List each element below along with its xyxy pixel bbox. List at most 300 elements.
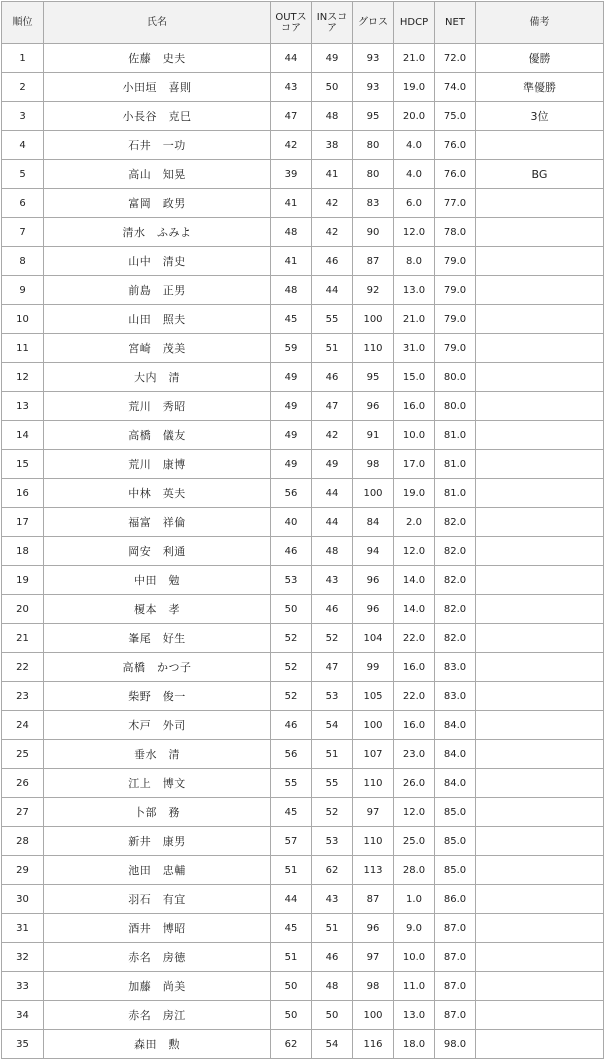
header-net: NET <box>435 2 476 44</box>
cell-in-score: 54 <box>312 1030 353 1059</box>
cell-net: 87.0 <box>435 914 476 943</box>
cell-gross: 107 <box>353 740 394 769</box>
cell-out-score: 40 <box>271 508 312 537</box>
cell-hdcp: 21.0 <box>394 305 435 334</box>
cell-hdcp: 17.0 <box>394 450 435 479</box>
cell-in-score: 51 <box>312 334 353 363</box>
table-row <box>2 566 604 595</box>
cell-note <box>476 798 604 827</box>
cell-net: 74.0 <box>435 73 476 102</box>
cell-net: 98.0 <box>435 1030 476 1059</box>
cell-net: 84.0 <box>435 711 476 740</box>
cell-note <box>476 740 604 769</box>
cell-name: 福富 祥倫 <box>44 508 271 537</box>
cell-gross: 96 <box>353 392 394 421</box>
cell-out-score: 51 <box>271 943 312 972</box>
table-row <box>2 624 604 653</box>
cell-hdcp: 10.0 <box>394 943 435 972</box>
cell-name: 池田 忠輔 <box>44 856 271 885</box>
cell-rank: 21 <box>2 624 44 653</box>
table-row <box>2 102 604 131</box>
cell-gross: 110 <box>353 769 394 798</box>
cell-net: 77.0 <box>435 189 476 218</box>
cell-out-score: 52 <box>271 682 312 711</box>
cell-rank: 20 <box>2 595 44 624</box>
cell-hdcp: 11.0 <box>394 972 435 1001</box>
table-row <box>2 972 604 1001</box>
cell-in-score: 51 <box>312 740 353 769</box>
cell-name: 赤名 房江 <box>44 1001 271 1030</box>
cell-out-score: 42 <box>271 131 312 160</box>
cell-name: 峯尾 好生 <box>44 624 271 653</box>
cell-net: 81.0 <box>435 450 476 479</box>
cell-hdcp: 25.0 <box>394 827 435 856</box>
cell-out-score: 45 <box>271 914 312 943</box>
cell-net: 82.0 <box>435 595 476 624</box>
cell-rank: 7 <box>2 218 44 247</box>
cell-hdcp: 23.0 <box>394 740 435 769</box>
table-row <box>2 247 604 276</box>
cell-in-score: 42 <box>312 218 353 247</box>
cell-net: 72.0 <box>435 44 476 73</box>
cell-in-score: 43 <box>312 885 353 914</box>
table-row <box>2 537 604 566</box>
cell-in-score: 51 <box>312 914 353 943</box>
cell-gross: 99 <box>353 653 394 682</box>
cell-note <box>476 827 604 856</box>
cell-hdcp: 6.0 <box>394 189 435 218</box>
cell-name: 荒川 秀昭 <box>44 392 271 421</box>
cell-note <box>476 566 604 595</box>
cell-rank: 13 <box>2 392 44 421</box>
cell-rank: 29 <box>2 856 44 885</box>
cell-out-score: 46 <box>271 711 312 740</box>
cell-hdcp: 22.0 <box>394 624 435 653</box>
cell-rank: 35 <box>2 1030 44 1059</box>
table-row <box>2 334 604 363</box>
cell-gross: 92 <box>353 276 394 305</box>
cell-rank: 1 <box>2 44 44 73</box>
table-row <box>2 682 604 711</box>
cell-in-score: 47 <box>312 653 353 682</box>
cell-hdcp: 16.0 <box>394 711 435 740</box>
cell-gross: 96 <box>353 595 394 624</box>
table-row <box>2 1030 604 1059</box>
cell-net: 85.0 <box>435 856 476 885</box>
cell-in-score: 54 <box>312 711 353 740</box>
cell-net: 87.0 <box>435 1001 476 1030</box>
cell-net: 80.0 <box>435 392 476 421</box>
cell-gross: 116 <box>353 1030 394 1059</box>
cell-rank: 24 <box>2 711 44 740</box>
table-row <box>2 798 604 827</box>
cell-note <box>476 508 604 537</box>
cell-name: 加藤 尚美 <box>44 972 271 1001</box>
cell-rank: 10 <box>2 305 44 334</box>
cell-name: 前島 正男 <box>44 276 271 305</box>
cell-in-score: 38 <box>312 131 353 160</box>
cell-rank: 25 <box>2 740 44 769</box>
cell-gross: 84 <box>353 508 394 537</box>
cell-name: 山田 照夫 <box>44 305 271 334</box>
cell-name: 清水 ふみよ <box>44 218 271 247</box>
cell-note <box>476 1030 604 1059</box>
cell-name: 富岡 政男 <box>44 189 271 218</box>
cell-gross: 98 <box>353 972 394 1001</box>
cell-hdcp: 12.0 <box>394 537 435 566</box>
cell-rank: 31 <box>2 914 44 943</box>
cell-in-score: 49 <box>312 44 353 73</box>
cell-net: 80.0 <box>435 363 476 392</box>
cell-note <box>476 247 604 276</box>
cell-in-score: 48 <box>312 972 353 1001</box>
cell-rank: 15 <box>2 450 44 479</box>
cell-rank: 3 <box>2 102 44 131</box>
cell-out-score: 53 <box>271 566 312 595</box>
cell-gross: 96 <box>353 566 394 595</box>
cell-in-score: 50 <box>312 1001 353 1030</box>
table-row <box>2 508 604 537</box>
results-table <box>1 1 604 1059</box>
cell-gross: 94 <box>353 537 394 566</box>
cell-in-score: 44 <box>312 508 353 537</box>
cell-hdcp: 21.0 <box>394 44 435 73</box>
cell-gross: 93 <box>353 73 394 102</box>
cell-hdcp: 8.0 <box>394 247 435 276</box>
cell-name: 中田 勉 <box>44 566 271 595</box>
header-row <box>2 2 604 44</box>
cell-net: 82.0 <box>435 624 476 653</box>
cell-hdcp: 1.0 <box>394 885 435 914</box>
cell-net: 76.0 <box>435 160 476 189</box>
cell-gross: 91 <box>353 421 394 450</box>
cell-in-score: 44 <box>312 276 353 305</box>
cell-note <box>476 682 604 711</box>
cell-gross: 113 <box>353 856 394 885</box>
cell-name: 宮崎 茂美 <box>44 334 271 363</box>
cell-name: 酒井 博昭 <box>44 914 271 943</box>
cell-in-score: 46 <box>312 247 353 276</box>
cell-hdcp: 12.0 <box>394 218 435 247</box>
cell-gross: 95 <box>353 102 394 131</box>
table-row <box>2 885 604 914</box>
cell-out-score: 41 <box>271 189 312 218</box>
cell-note <box>476 595 604 624</box>
cell-name: 荒川 康博 <box>44 450 271 479</box>
cell-note <box>476 392 604 421</box>
cell-name: 中林 英夫 <box>44 479 271 508</box>
cell-note <box>476 131 604 160</box>
table-row <box>2 160 604 189</box>
cell-note <box>476 943 604 972</box>
cell-name: 高橋 かつ子 <box>44 653 271 682</box>
cell-name: 垂水 清 <box>44 740 271 769</box>
cell-hdcp: 26.0 <box>394 769 435 798</box>
cell-hdcp: 16.0 <box>394 653 435 682</box>
cell-net: 75.0 <box>435 102 476 131</box>
cell-rank: 12 <box>2 363 44 392</box>
table-row <box>2 740 604 769</box>
cell-in-score: 41 <box>312 160 353 189</box>
cell-net: 85.0 <box>435 798 476 827</box>
header-rank: 順位 <box>2 2 44 44</box>
table-row <box>2 856 604 885</box>
cell-note <box>476 363 604 392</box>
cell-gross: 100 <box>353 711 394 740</box>
cell-note <box>476 479 604 508</box>
table-row <box>2 914 604 943</box>
cell-name: 赤名 房徳 <box>44 943 271 972</box>
cell-rank: 5 <box>2 160 44 189</box>
cell-gross: 97 <box>353 798 394 827</box>
cell-rank: 34 <box>2 1001 44 1030</box>
cell-in-score: 50 <box>312 73 353 102</box>
header-gross: グロス <box>353 2 394 44</box>
cell-hdcp: 4.0 <box>394 160 435 189</box>
cell-gross: 96 <box>353 914 394 943</box>
cell-rank: 32 <box>2 943 44 972</box>
cell-out-score: 49 <box>271 421 312 450</box>
cell-hdcp: 28.0 <box>394 856 435 885</box>
cell-in-score: 44 <box>312 479 353 508</box>
cell-note <box>476 769 604 798</box>
cell-out-score: 59 <box>271 334 312 363</box>
cell-out-score: 44 <box>271 44 312 73</box>
cell-note <box>476 624 604 653</box>
cell-hdcp: 19.0 <box>394 73 435 102</box>
cell-gross: 80 <box>353 131 394 160</box>
cell-gross: 80 <box>353 160 394 189</box>
cell-out-score: 50 <box>271 972 312 1001</box>
cell-name: 小長谷 克巳 <box>44 102 271 131</box>
cell-in-score: 49 <box>312 450 353 479</box>
cell-net: 83.0 <box>435 682 476 711</box>
cell-note <box>476 653 604 682</box>
cell-rank: 22 <box>2 653 44 682</box>
cell-rank: 23 <box>2 682 44 711</box>
cell-out-score: 52 <box>271 624 312 653</box>
cell-rank: 27 <box>2 798 44 827</box>
cell-note <box>476 711 604 740</box>
cell-note: 3位 <box>476 102 604 131</box>
cell-hdcp: 13.0 <box>394 276 435 305</box>
cell-in-score: 46 <box>312 363 353 392</box>
cell-in-score: 46 <box>312 943 353 972</box>
table-header <box>2 2 604 44</box>
cell-rank: 30 <box>2 885 44 914</box>
cell-out-score: 45 <box>271 798 312 827</box>
cell-out-score: 56 <box>271 740 312 769</box>
cell-out-score: 47 <box>271 102 312 131</box>
cell-note <box>476 972 604 1001</box>
cell-out-score: 62 <box>271 1030 312 1059</box>
table-row <box>2 595 604 624</box>
cell-out-score: 55 <box>271 769 312 798</box>
table-row <box>2 827 604 856</box>
cell-note <box>476 421 604 450</box>
cell-name: 山中 清史 <box>44 247 271 276</box>
table-row <box>2 479 604 508</box>
cell-note <box>476 856 604 885</box>
cell-net: 79.0 <box>435 305 476 334</box>
cell-out-score: 57 <box>271 827 312 856</box>
cell-hdcp: 13.0 <box>394 1001 435 1030</box>
cell-rank: 6 <box>2 189 44 218</box>
cell-name: 小田垣 喜則 <box>44 73 271 102</box>
cell-rank: 11 <box>2 334 44 363</box>
cell-net: 82.0 <box>435 508 476 537</box>
cell-in-score: 52 <box>312 624 353 653</box>
table-body <box>2 44 604 1059</box>
cell-hdcp: 10.0 <box>394 421 435 450</box>
cell-note <box>476 537 604 566</box>
cell-gross: 110 <box>353 827 394 856</box>
cell-name: 高橋 儀友 <box>44 421 271 450</box>
cell-out-score: 44 <box>271 885 312 914</box>
cell-note <box>476 450 604 479</box>
cell-gross: 104 <box>353 624 394 653</box>
cell-name: 石井 一功 <box>44 131 271 160</box>
cell-rank: 2 <box>2 73 44 102</box>
cell-net: 85.0 <box>435 827 476 856</box>
cell-net: 84.0 <box>435 740 476 769</box>
table-row <box>2 305 604 334</box>
cell-name: 高山 知晃 <box>44 160 271 189</box>
cell-gross: 105 <box>353 682 394 711</box>
table-row <box>2 653 604 682</box>
header-note: 備考 <box>476 2 604 44</box>
cell-out-score: 45 <box>271 305 312 334</box>
table-row <box>2 44 604 73</box>
cell-hdcp: 31.0 <box>394 334 435 363</box>
cell-net: 87.0 <box>435 943 476 972</box>
cell-hdcp: 14.0 <box>394 566 435 595</box>
cell-in-score: 47 <box>312 392 353 421</box>
cell-rank: 4 <box>2 131 44 160</box>
cell-name: 江上 博文 <box>44 769 271 798</box>
cell-out-score: 46 <box>271 537 312 566</box>
table-row <box>2 450 604 479</box>
cell-out-score: 52 <box>271 653 312 682</box>
cell-hdcp: 2.0 <box>394 508 435 537</box>
cell-in-score: 62 <box>312 856 353 885</box>
cell-hdcp: 12.0 <box>394 798 435 827</box>
cell-out-score: 50 <box>271 1001 312 1030</box>
cell-net: 84.0 <box>435 769 476 798</box>
cell-net: 78.0 <box>435 218 476 247</box>
cell-gross: 90 <box>353 218 394 247</box>
cell-out-score: 51 <box>271 856 312 885</box>
cell-net: 81.0 <box>435 479 476 508</box>
cell-out-score: 49 <box>271 363 312 392</box>
cell-in-score: 48 <box>312 537 353 566</box>
cell-note: BG <box>476 160 604 189</box>
header-out-score: OUTスコア <box>271 2 312 44</box>
cell-in-score: 42 <box>312 189 353 218</box>
cell-out-score: 49 <box>271 392 312 421</box>
cell-rank: 33 <box>2 972 44 1001</box>
cell-out-score: 48 <box>271 276 312 305</box>
cell-name: 榎本 孝 <box>44 595 271 624</box>
cell-net: 82.0 <box>435 566 476 595</box>
table-row <box>2 131 604 160</box>
cell-in-score: 53 <box>312 827 353 856</box>
cell-rank: 26 <box>2 769 44 798</box>
cell-rank: 19 <box>2 566 44 595</box>
header-in-score: INスコア <box>312 2 353 44</box>
header-hdcp: HDCP <box>394 2 435 44</box>
cell-name: 岡安 利通 <box>44 537 271 566</box>
cell-name: 佐藤 史夫 <box>44 44 271 73</box>
cell-note <box>476 885 604 914</box>
table-row <box>2 421 604 450</box>
cell-hdcp: 16.0 <box>394 392 435 421</box>
cell-net: 83.0 <box>435 653 476 682</box>
cell-gross: 93 <box>353 44 394 73</box>
header-name: 氏名 <box>44 2 271 44</box>
cell-note <box>476 914 604 943</box>
cell-out-score: 41 <box>271 247 312 276</box>
cell-rank: 18 <box>2 537 44 566</box>
cell-out-score: 50 <box>271 595 312 624</box>
cell-gross: 110 <box>353 334 394 363</box>
cell-note <box>476 218 604 247</box>
cell-hdcp: 9.0 <box>394 914 435 943</box>
cell-net: 82.0 <box>435 537 476 566</box>
cell-hdcp: 18.0 <box>394 1030 435 1059</box>
cell-rank: 9 <box>2 276 44 305</box>
cell-net: 79.0 <box>435 334 476 363</box>
table-row <box>2 769 604 798</box>
cell-gross: 83 <box>353 189 394 218</box>
cell-note <box>476 334 604 363</box>
cell-net: 76.0 <box>435 131 476 160</box>
cell-gross: 98 <box>353 450 394 479</box>
cell-gross: 100 <box>353 1001 394 1030</box>
cell-note <box>476 1001 604 1030</box>
cell-in-score: 55 <box>312 769 353 798</box>
cell-hdcp: 20.0 <box>394 102 435 131</box>
cell-rank: 16 <box>2 479 44 508</box>
cell-net: 86.0 <box>435 885 476 914</box>
cell-rank: 28 <box>2 827 44 856</box>
cell-net: 81.0 <box>435 421 476 450</box>
cell-rank: 8 <box>2 247 44 276</box>
cell-name: 卜部 務 <box>44 798 271 827</box>
cell-name: 木戸 外司 <box>44 711 271 740</box>
cell-in-score: 53 <box>312 682 353 711</box>
cell-gross: 87 <box>353 247 394 276</box>
cell-note: 準優勝 <box>476 73 604 102</box>
cell-gross: 95 <box>353 363 394 392</box>
cell-net: 79.0 <box>435 247 476 276</box>
cell-name: 新井 康男 <box>44 827 271 856</box>
cell-gross: 100 <box>353 479 394 508</box>
table-row <box>2 73 604 102</box>
cell-gross: 100 <box>353 305 394 334</box>
cell-in-score: 43 <box>312 566 353 595</box>
cell-rank: 14 <box>2 421 44 450</box>
table-row <box>2 943 604 972</box>
cell-note <box>476 189 604 218</box>
table-row <box>2 276 604 305</box>
cell-name: 森田 勲 <box>44 1030 271 1059</box>
cell-gross: 87 <box>353 885 394 914</box>
cell-hdcp: 15.0 <box>394 363 435 392</box>
cell-name: 柴野 俊一 <box>44 682 271 711</box>
cell-out-score: 49 <box>271 450 312 479</box>
cell-hdcp: 22.0 <box>394 682 435 711</box>
